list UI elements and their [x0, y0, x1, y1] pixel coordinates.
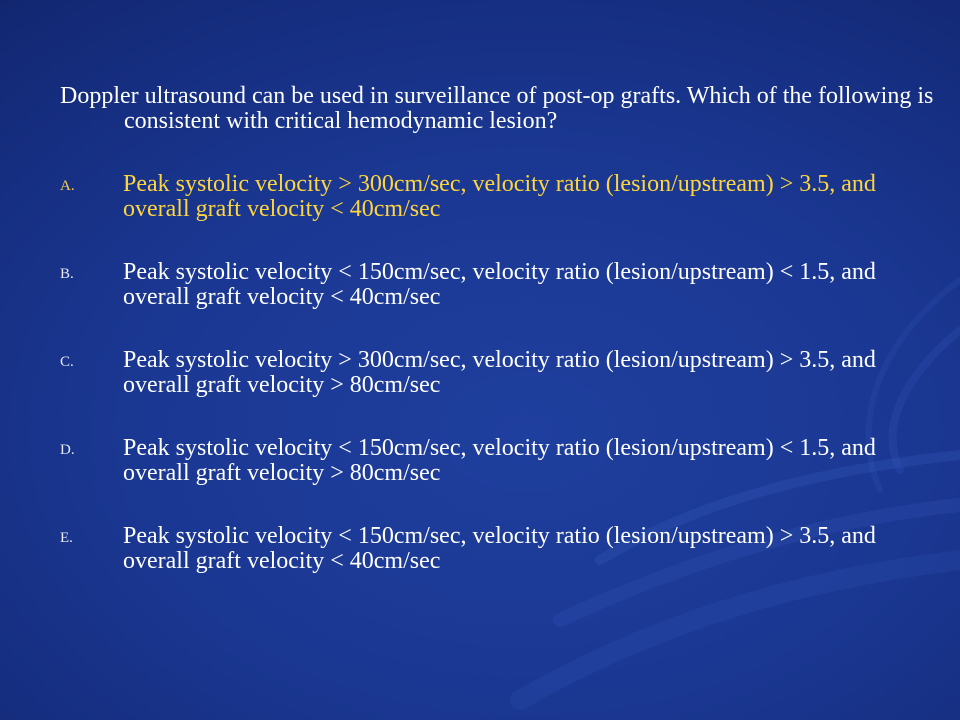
answer-option-a: [60, 172, 920, 222]
option-letter: E.: [60, 530, 73, 546]
option-text: Peak systolic velocity < 150cm/sec, velocity ratio (lesion/upstream) < 1.5, and overall graft velocity > 80cm/sec: [123, 435, 876, 486]
answer-option-c: [60, 348, 920, 398]
answer-option-e: [60, 524, 920, 574]
option-text: Peak systolic velocity > 300cm/sec, velocity ratio (lesion/upstream) > 3.5, and overall graft velocity < 40cm/sec: [123, 171, 876, 222]
option-text: Peak systolic velocity < 150cm/sec, velocity ratio (lesion/upstream) > 3.5, and overall graft velocity < 40cm/sec: [123, 523, 876, 574]
option-text: Peak systolic velocity < 150cm/sec, velocity ratio (lesion/upstream) < 1.5, and overall graft velocity < 40cm/sec: [123, 259, 876, 310]
question-text: Doppler ultrasound can be used in surveillance of post-op grafts. Which of the following is consistent with critical hemodynamic lesion?: [60, 83, 934, 134]
option-letter: D.: [60, 442, 75, 458]
option-letter: C.: [60, 354, 74, 370]
answer-option-d: [60, 436, 920, 486]
option-letter: B.: [60, 266, 74, 282]
answer-options-list: [60, 172, 920, 612]
answer-option-b: [60, 260, 920, 310]
option-text: Peak systolic velocity > 300cm/sec, velocity ratio (lesion/upstream) > 3.5, and overall graft velocity > 80cm/sec: [123, 347, 876, 398]
option-letter: A.: [60, 178, 75, 194]
